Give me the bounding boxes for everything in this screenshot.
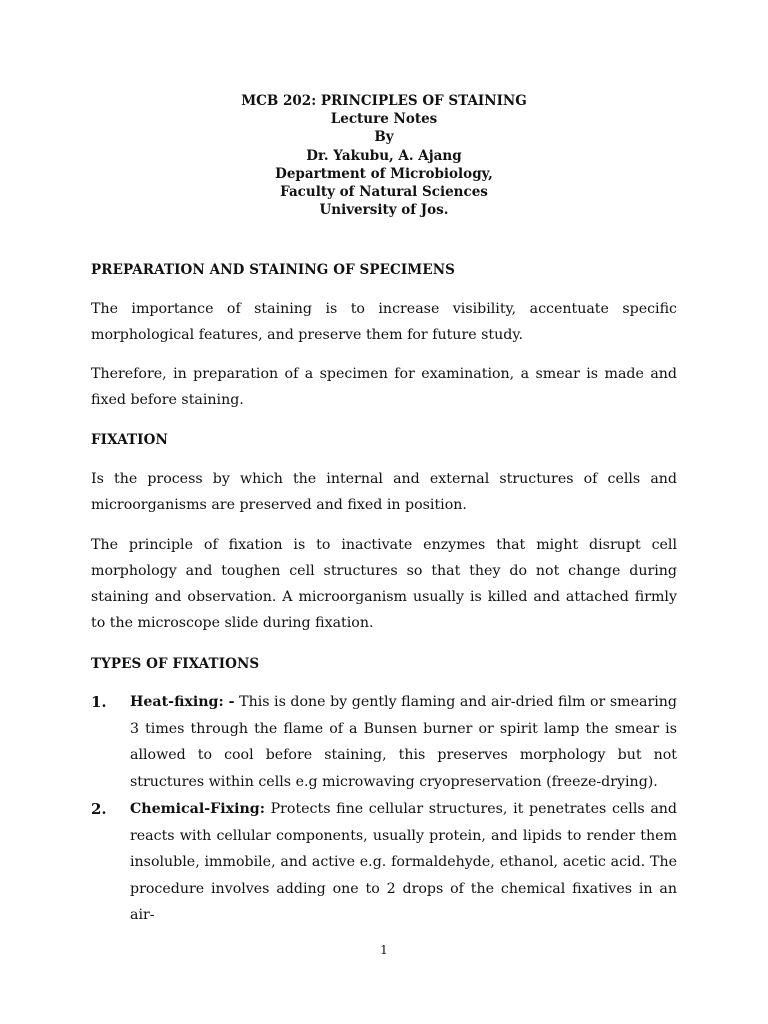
course-title: MCB 202: PRINCIPLES OF STAINING [241, 93, 527, 109]
list-number: 1. [91, 693, 107, 711]
university-name: University of Jos. [319, 202, 449, 219]
list-item-text: Protects fine cellular structures, it penetrates cells and reacts with cellular components, usually protein, and lipids to render them insoluble, immobile, and active e.g. formaldehyde, ethanol, acetic acid. The procedure involves adding one to 2 drops of the chemical fixatives in an air- [130, 801, 677, 924]
by-line: By [374, 129, 394, 146]
page-number: 1 [380, 943, 388, 957]
paragraph-preparation-1: The importance of staining is to increase visibility, accentuate specific morphological features, and preserve them for future study. [91, 301, 677, 343]
author-name: Dr. Yakubu, A. Ajang [306, 147, 462, 164]
list-item-text: This is done by gently flaming and air-dried film or smearing 3 times through the flame of a Bunsen burner or spirit lamp the smear is allowed to cool before staining, this preserves morphology but not structures within cells e.g microwaving cryopreservation (freeze-drying). [130, 694, 677, 790]
list-number: 2. [91, 800, 107, 818]
list-item-term: Chemical-Fixing: [130, 801, 265, 817]
faculty-name: Faculty of Natural Sciences [280, 184, 488, 201]
paragraph-fixation-1: Is the process by which the internal and external structures of cells and microorganisms are preserved and fixed in position. [91, 471, 677, 513]
paragraph-fixation-2: The principle of fixation is to inactivate enzymes that might disrupt cell morphology and toughen cell structures so that they do not change during staining and observation. A microorganism usually is killed and attached firmly to the microscope slide during fixation. [91, 537, 677, 631]
department-name: Department of Microbiology, [275, 165, 493, 182]
section-heading-fixation: FIXATION [91, 432, 168, 448]
document-header [0, 92, 768, 219]
list-item-body [130, 796, 677, 929]
document-type: Lecture Notes [330, 111, 438, 128]
list-item-body [130, 689, 677, 795]
section-heading-types: TYPES OF FIXATIONS [91, 656, 260, 672]
paragraph-preparation-2: Therefore, in preparation of a specimen for examination, a smear is made and fixed before staining. [91, 366, 677, 408]
section-heading-preparation: PREPARATION AND STAINING OF SPECIMENS [91, 262, 456, 278]
list-item-term: Heat-fixing: - [130, 694, 235, 710]
